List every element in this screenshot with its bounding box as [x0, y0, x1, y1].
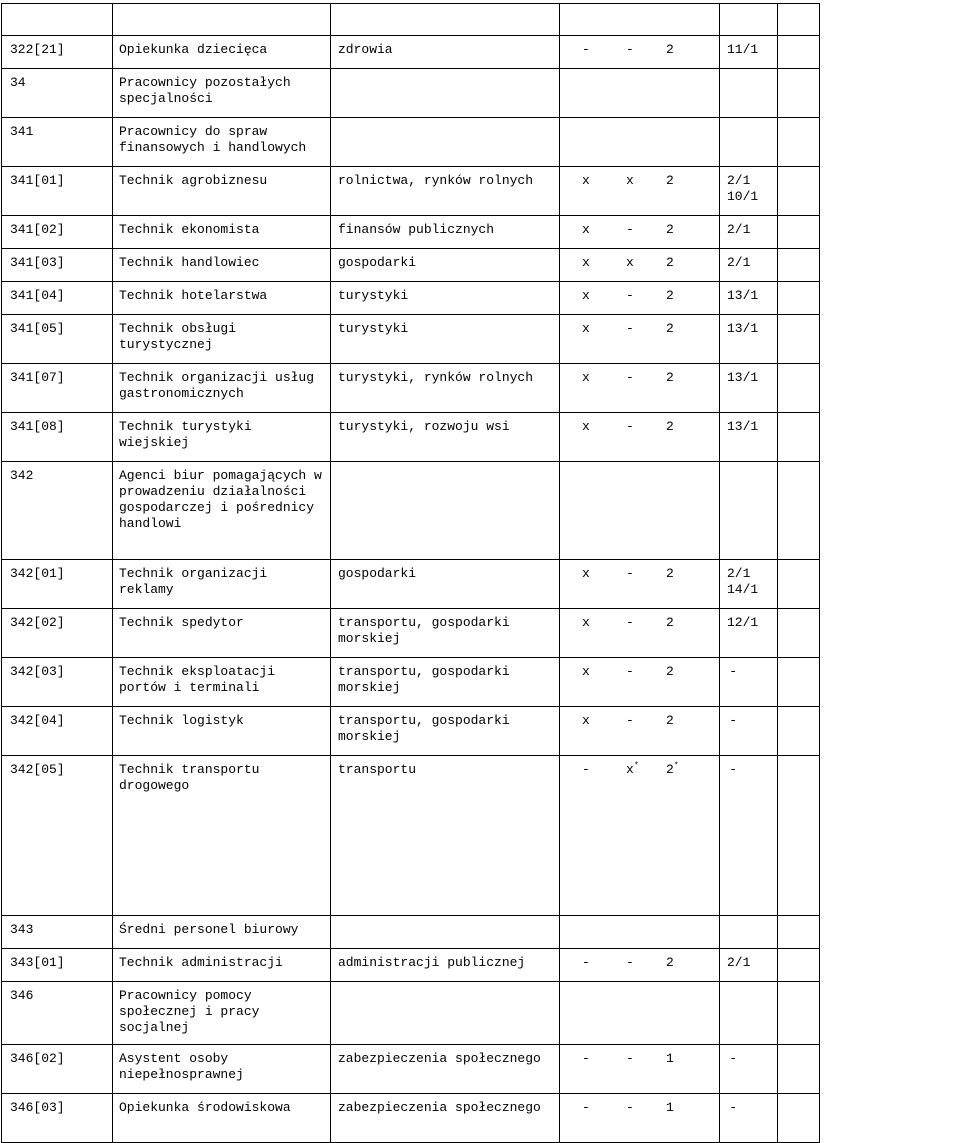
regulation-cell [720, 118, 778, 167]
empty-cell [778, 1045, 820, 1094]
table-row [2, 364, 960, 413]
mark-c-value: 2 [666, 566, 674, 581]
mark-a: - [560, 955, 626, 971]
occupation-name-cell: Pracownicy pozostałych specjalności [113, 69, 331, 118]
empty-cell [778, 949, 820, 982]
ministry-cell: turystyki [331, 282, 560, 315]
marks-cell [560, 982, 720, 1045]
occupation-code-cell: 346[03] [2, 1094, 113, 1143]
ministry-cell [331, 462, 560, 560]
mark-b [626, 173, 666, 189]
occupation-name-cell: Opiekunka środowiskowa [113, 1094, 331, 1143]
regulation-cell: - [720, 1045, 778, 1094]
ministry-cell: rolnictwa, rynków rolnych [331, 167, 560, 216]
occupation-name-cell: Technik handlowiec [113, 249, 331, 282]
mark-b [626, 42, 666, 58]
empty-cell [778, 609, 820, 658]
empty-cell [778, 315, 820, 364]
regulation-cell: 13/1 [720, 364, 778, 413]
mark-a: x [560, 370, 626, 386]
mark-a: x [560, 288, 626, 304]
occupation-code-cell: 341[05] [2, 315, 113, 364]
mark-c [666, 370, 706, 386]
mark-c [666, 713, 706, 729]
mark-a: x [560, 566, 626, 582]
empty-cell [778, 282, 820, 315]
occupation-name-cell: Technik turystyki wiejskiej [113, 413, 331, 462]
table-row [2, 462, 960, 560]
ministry-cell: gospodarki [331, 249, 560, 282]
empty-cell [778, 118, 820, 167]
mark-b-value: - [626, 1051, 634, 1066]
mark-b [626, 955, 666, 971]
empty-cell [778, 4, 820, 36]
empty-cell [778, 69, 820, 118]
regulation-cell: 2/1 14/1 [720, 560, 778, 609]
mark-a: x [560, 664, 626, 680]
marks-cell [560, 462, 720, 560]
occupation-name-cell: Technik eksploatacji portów i terminali [113, 658, 331, 707]
ministry-cell: transportu, gospodarki morskiej [331, 609, 560, 658]
mark-b [626, 664, 666, 680]
mark-c-value: 2 [666, 713, 674, 728]
marks-cell [560, 36, 720, 69]
mark-b-value: - [626, 955, 634, 970]
ministry-cell: finansów publicznych [331, 216, 560, 249]
occupation-name-cell [113, 4, 331, 36]
regulation-cell: - [720, 707, 778, 756]
marks-cell [560, 413, 720, 462]
mark-b [626, 1051, 666, 1067]
mark-b [626, 370, 666, 386]
table-row [2, 282, 960, 315]
mark-c [666, 762, 706, 778]
occupation-code-cell: 341[02] [2, 216, 113, 249]
ministry-cell [331, 982, 560, 1045]
mark-c-footnote: * [674, 762, 679, 771]
mark-b-value: - [626, 566, 634, 581]
empty-cell [778, 982, 820, 1045]
occupation-name-cell: Technik organizacji reklamy [113, 560, 331, 609]
table-row [2, 167, 960, 216]
empty-cell [778, 36, 820, 69]
regulation-cell [720, 916, 778, 949]
mark-c [666, 255, 706, 271]
empty-cell [778, 216, 820, 249]
ministry-cell [331, 916, 560, 949]
empty-cell [778, 1094, 820, 1143]
mark-a: x [560, 255, 626, 271]
mark-a: - [560, 762, 626, 778]
mark-c [666, 42, 706, 58]
occupation-code-cell: 346 [2, 982, 113, 1045]
occupation-table [1, 3, 960, 1143]
occupation-code-cell: 341[07] [2, 364, 113, 413]
mark-b [626, 321, 666, 337]
ministry-cell: zabezpieczenia społecznego [331, 1045, 560, 1094]
mark-a: x [560, 321, 626, 337]
mark-a: x [560, 615, 626, 631]
mark-c-value: 2 [666, 222, 674, 237]
regulation-cell: - [720, 756, 778, 916]
occupation-code-cell: 343 [2, 916, 113, 949]
table-row [2, 249, 960, 282]
regulation-cell: 2/1 10/1 [720, 167, 778, 216]
occupation-name-cell: Technik ekonomista [113, 216, 331, 249]
regulation-cell: - [720, 658, 778, 707]
mark-a: - [560, 1100, 626, 1116]
mark-b-footnote: * [634, 762, 639, 771]
occupation-code-cell: 341[04] [2, 282, 113, 315]
mark-b [626, 713, 666, 729]
ministry-cell: zabezpieczenia społecznego [331, 1094, 560, 1143]
regulation-cell: 2/1 [720, 949, 778, 982]
table-row [2, 413, 960, 462]
mark-b [626, 222, 666, 238]
marks-cell [560, 756, 720, 916]
mark-c [666, 222, 706, 238]
mark-c [666, 566, 706, 582]
empty-cell [778, 364, 820, 413]
occupation-code-cell: 342[01] [2, 560, 113, 609]
empty-cell [778, 658, 820, 707]
table-row [2, 707, 960, 756]
mark-c [666, 955, 706, 971]
table-row [2, 315, 960, 364]
marks-cell [560, 4, 720, 36]
marks-cell [560, 560, 720, 609]
mark-b [626, 288, 666, 304]
mark-c-value: 1 [666, 1051, 674, 1066]
occupation-name-cell: Pracownicy pomocy społecznej i pracy socjalnej [113, 982, 331, 1045]
ministry-cell [331, 4, 560, 36]
mark-a: x [560, 713, 626, 729]
mark-b [626, 255, 666, 271]
empty-cell [778, 413, 820, 462]
empty-cell [778, 462, 820, 560]
mark-b-value: - [626, 615, 634, 630]
table-row [2, 36, 960, 69]
marks-cell [560, 69, 720, 118]
occupation-code-cell: 322[21] [2, 36, 113, 69]
mark-a: x [560, 419, 626, 435]
mark-c-value: 2 [666, 664, 674, 679]
occupation-name-cell: Asystent osoby niepełnosprawnej [113, 1045, 331, 1094]
mark-c-value: 2 [666, 615, 674, 630]
ministry-cell: turystyki, rynków rolnych [331, 364, 560, 413]
ministry-cell [331, 118, 560, 167]
regulation-cell: 2/1 [720, 249, 778, 282]
mark-c-value: 2 [666, 288, 674, 303]
occupation-name-cell: Technik transportu drogowego [113, 756, 331, 916]
regulation-cell [720, 462, 778, 560]
regulation-cell [720, 4, 778, 36]
occupation-name-cell: Średni personel biurowy [113, 916, 331, 949]
marks-cell [560, 658, 720, 707]
table-row [2, 118, 960, 167]
table-row [2, 4, 960, 36]
occupation-name-cell: Technik logistyk [113, 707, 331, 756]
mark-b [626, 615, 666, 631]
regulation-cell: 2/1 [720, 216, 778, 249]
regulation-cell [720, 982, 778, 1045]
occupation-name-cell: Technik agrobiznesu [113, 167, 331, 216]
empty-cell [778, 167, 820, 216]
marks-cell [560, 364, 720, 413]
table-row [2, 560, 960, 609]
occupation-code-cell: 34 [2, 69, 113, 118]
mark-b-value: - [626, 42, 634, 57]
occupation-code-cell: 342[05] [2, 756, 113, 916]
table-row [2, 658, 960, 707]
occupation-code-cell: 346[02] [2, 1045, 113, 1094]
mark-b-value: - [626, 370, 634, 385]
regulation-cell [720, 69, 778, 118]
occupation-code-cell: 342[02] [2, 609, 113, 658]
mark-b-value: - [626, 713, 634, 728]
mark-c [666, 664, 706, 680]
table-row [2, 1045, 960, 1094]
marks-cell [560, 609, 720, 658]
regulation-cell: 13/1 [720, 282, 778, 315]
marks-cell [560, 118, 720, 167]
mark-b-value: - [626, 288, 634, 303]
marks-cell [560, 916, 720, 949]
mark-c [666, 1051, 706, 1067]
regulation-cell: 11/1 [720, 36, 778, 69]
mark-c [666, 321, 706, 337]
occupation-code-cell: 341[08] [2, 413, 113, 462]
mark-c [666, 1100, 706, 1116]
mark-c-value: 2 [666, 255, 674, 270]
mark-c [666, 288, 706, 304]
table-row [2, 982, 960, 1045]
mark-b-value: - [626, 222, 634, 237]
regulation-cell: 13/1 [720, 413, 778, 462]
table-row [2, 916, 960, 949]
ministry-cell: gospodarki [331, 560, 560, 609]
mark-b [626, 566, 666, 582]
occupation-name-cell: Technik obsługi turystycznej [113, 315, 331, 364]
mark-a: x [560, 222, 626, 238]
mark-c [666, 615, 706, 631]
table-body [2, 4, 960, 1143]
empty-cell [778, 756, 820, 916]
occupation-code-cell: 341[03] [2, 249, 113, 282]
ministry-cell: transportu, gospodarki morskiej [331, 707, 560, 756]
occupation-name-cell: Opiekunka dziecięca [113, 36, 331, 69]
occupation-name-cell: Pracownicy do spraw finansowych i handlowych [113, 118, 331, 167]
occupation-code-cell: 342 [2, 462, 113, 560]
table-row [2, 69, 960, 118]
marks-cell [560, 707, 720, 756]
occupation-name-cell: Agenci biur pomagających w prowadzeniu działalności gospodarczej i pośrednicy handlowi [113, 462, 331, 560]
occupation-name-cell: Technik administracji [113, 949, 331, 982]
occupation-code-cell [2, 4, 113, 36]
empty-cell [778, 560, 820, 609]
ministry-cell: turystyki [331, 315, 560, 364]
mark-c-value: 2 [666, 173, 674, 188]
mark-a: x [560, 173, 626, 189]
occupation-code-cell: 343[01] [2, 949, 113, 982]
mark-c [666, 173, 706, 189]
mark-b-value: x [626, 255, 634, 270]
marks-cell [560, 282, 720, 315]
mark-c-value: 2 [666, 762, 674, 777]
mark-c-value: 2 [666, 955, 674, 970]
occupation-code-cell: 342[04] [2, 707, 113, 756]
mark-b-value: - [626, 664, 634, 679]
empty-cell [778, 916, 820, 949]
table-row [2, 756, 960, 916]
marks-cell [560, 949, 720, 982]
mark-b [626, 419, 666, 435]
marks-cell [560, 216, 720, 249]
occupation-code-cell: 341 [2, 118, 113, 167]
occupation-code-cell: 341[01] [2, 167, 113, 216]
mark-b-value: x [626, 762, 634, 777]
mark-c-value: 2 [666, 419, 674, 434]
occupation-code-cell: 342[03] [2, 658, 113, 707]
marks-cell [560, 1045, 720, 1094]
mark-b-value: x [626, 173, 634, 188]
table-row [2, 609, 960, 658]
occupation-name-cell: Technik organizacji usług gastronomicznych [113, 364, 331, 413]
regulation-cell: 12/1 [720, 609, 778, 658]
mark-c-value: 1 [666, 1100, 674, 1115]
mark-b [626, 762, 666, 778]
table-row [2, 216, 960, 249]
mark-c-value: 2 [666, 370, 674, 385]
marks-cell [560, 1094, 720, 1143]
ministry-cell: transportu, gospodarki morskiej [331, 658, 560, 707]
regulation-cell: - [720, 1094, 778, 1143]
marks-cell [560, 315, 720, 364]
mark-b [626, 1100, 666, 1116]
ministry-cell: zdrowia [331, 36, 560, 69]
mark-a: - [560, 1051, 626, 1067]
mark-c [666, 419, 706, 435]
empty-cell [778, 707, 820, 756]
mark-b-value: - [626, 321, 634, 336]
marks-cell [560, 167, 720, 216]
empty-cell [778, 249, 820, 282]
ministry-cell [331, 69, 560, 118]
regulation-cell: 13/1 [720, 315, 778, 364]
mark-c-value: 2 [666, 321, 674, 336]
table-row [2, 949, 960, 982]
ministry-cell: administracji publicznej [331, 949, 560, 982]
marks-cell [560, 249, 720, 282]
mark-c-value: 2 [666, 42, 674, 57]
mark-a: - [560, 42, 626, 58]
ministry-cell: turystyki, rozwoju wsi [331, 413, 560, 462]
mark-b-value: - [626, 419, 634, 434]
mark-b-value: - [626, 1100, 634, 1115]
table-row [2, 1094, 960, 1143]
occupation-name-cell: Technik spedytor [113, 609, 331, 658]
occupation-name-cell: Technik hotelarstwa [113, 282, 331, 315]
ministry-cell: transportu [331, 756, 560, 916]
